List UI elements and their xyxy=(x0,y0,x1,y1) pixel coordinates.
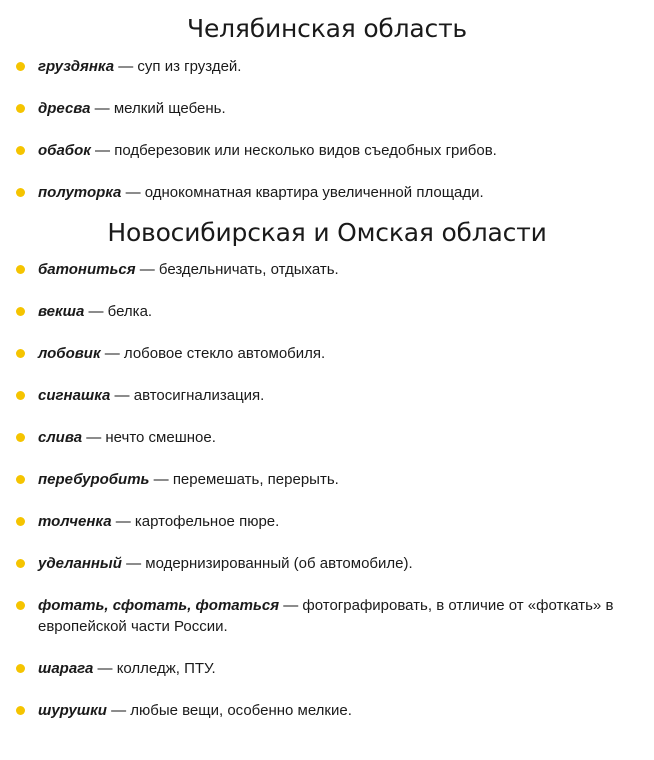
bullet-dot-icon xyxy=(16,391,25,400)
bullet-dot-icon xyxy=(16,475,25,484)
dialect-term: шарага xyxy=(38,660,94,677)
list-item xyxy=(0,301,654,322)
dash-separator: — xyxy=(111,513,135,530)
bullet-dot-icon xyxy=(16,433,25,442)
term-definition: колледж, ПТУ. xyxy=(116,660,216,677)
dash-separator: — xyxy=(135,261,159,278)
dash-separator: — xyxy=(121,555,146,572)
term-definition: мелкий щебень. xyxy=(113,100,226,117)
bullet-dot-icon xyxy=(16,188,25,197)
term-definition: подберезовик или несколько видов съедобных грибов. xyxy=(114,142,497,159)
term-definition: картофельное пюре. xyxy=(134,513,280,530)
term-definition: любые вещи, особенно мелкие. xyxy=(130,702,352,719)
section-title: Челябинская область xyxy=(187,14,467,43)
list-item xyxy=(0,511,654,532)
dash-separator: — xyxy=(121,184,145,201)
term-definition: модернизированный (об автомобиле). xyxy=(145,555,413,572)
bullet-dot-icon xyxy=(16,349,25,358)
list-item xyxy=(0,553,654,574)
dialect-term: толченка xyxy=(38,513,112,530)
dialect-term: перебуробить xyxy=(38,471,150,488)
term-definition: белка. xyxy=(107,303,153,320)
list-item xyxy=(0,140,654,161)
dialect-term: векша xyxy=(38,303,85,320)
dash-separator: — xyxy=(114,58,138,75)
dialect-term: груздянка xyxy=(38,58,115,75)
list-item xyxy=(0,700,654,721)
dialect-term: полуторка xyxy=(38,184,122,201)
term-definition: перемешать, перерыть. xyxy=(172,471,339,488)
dash-separator: — xyxy=(82,429,106,446)
list-item xyxy=(0,385,654,406)
dialect-term: уделанный xyxy=(38,555,122,572)
dialect-term: обабок xyxy=(38,142,91,159)
dash-separator: — xyxy=(279,597,303,614)
term-definition: суп из груздей. xyxy=(137,58,242,75)
dialect-term: слива xyxy=(38,429,83,446)
dash-separator: — xyxy=(110,387,134,404)
dash-separator: — xyxy=(90,142,115,159)
bullet-dot-icon xyxy=(16,265,25,274)
dash-separator: — xyxy=(106,702,131,719)
section-title: Новосибирская и Омская области xyxy=(107,218,547,247)
dash-separator: — xyxy=(84,303,108,320)
bullet-dot-icon xyxy=(16,664,25,673)
list-item xyxy=(0,469,654,490)
word-list xyxy=(0,56,654,203)
list-item xyxy=(0,658,654,679)
term-definition: однокомнатная квартира увеличенной площади. xyxy=(144,184,484,201)
bullet-dot-icon xyxy=(16,104,25,113)
dash-separator: — xyxy=(100,345,124,362)
bullet-dot-icon xyxy=(16,307,25,316)
dash-separator: — xyxy=(90,100,114,117)
term-definition: нечто смешное. xyxy=(105,429,216,446)
dash-separator: — xyxy=(149,471,173,488)
dialect-term: шурушки xyxy=(38,702,107,719)
section-novosibirsk-omsk xyxy=(0,218,654,721)
list-item xyxy=(0,259,654,280)
term-definition: фотографировать, в отличие от «фоткать» в европейской части России. xyxy=(38,597,614,635)
section-chelyabinsk xyxy=(0,0,654,203)
list-item xyxy=(0,595,654,637)
term-definition: бездельничать, отдыхать. xyxy=(158,261,339,278)
term-definition: лобовое стекло автомобиля. xyxy=(123,345,326,362)
word-list xyxy=(0,259,654,721)
dialect-term: дресва xyxy=(38,100,91,117)
dialect-term: сигнашка xyxy=(38,387,111,404)
dialect-term: батониться xyxy=(38,261,136,278)
bullet-dot-icon xyxy=(16,517,25,526)
bullet-dot-icon xyxy=(16,559,25,568)
bullet-dot-icon xyxy=(16,601,25,610)
dialect-term: лобовик xyxy=(38,345,101,362)
list-item xyxy=(0,427,654,448)
dialect-term: фотать, сфотать, фотаться xyxy=(38,597,280,614)
bullet-dot-icon xyxy=(16,146,25,155)
list-item xyxy=(0,98,654,119)
list-item xyxy=(0,343,654,364)
dash-separator: — xyxy=(93,660,117,677)
bullet-dot-icon xyxy=(16,62,25,71)
list-item xyxy=(0,56,654,77)
list-item xyxy=(0,182,654,203)
bullet-dot-icon xyxy=(16,706,25,715)
term-definition: автосигнализация. xyxy=(133,387,265,404)
